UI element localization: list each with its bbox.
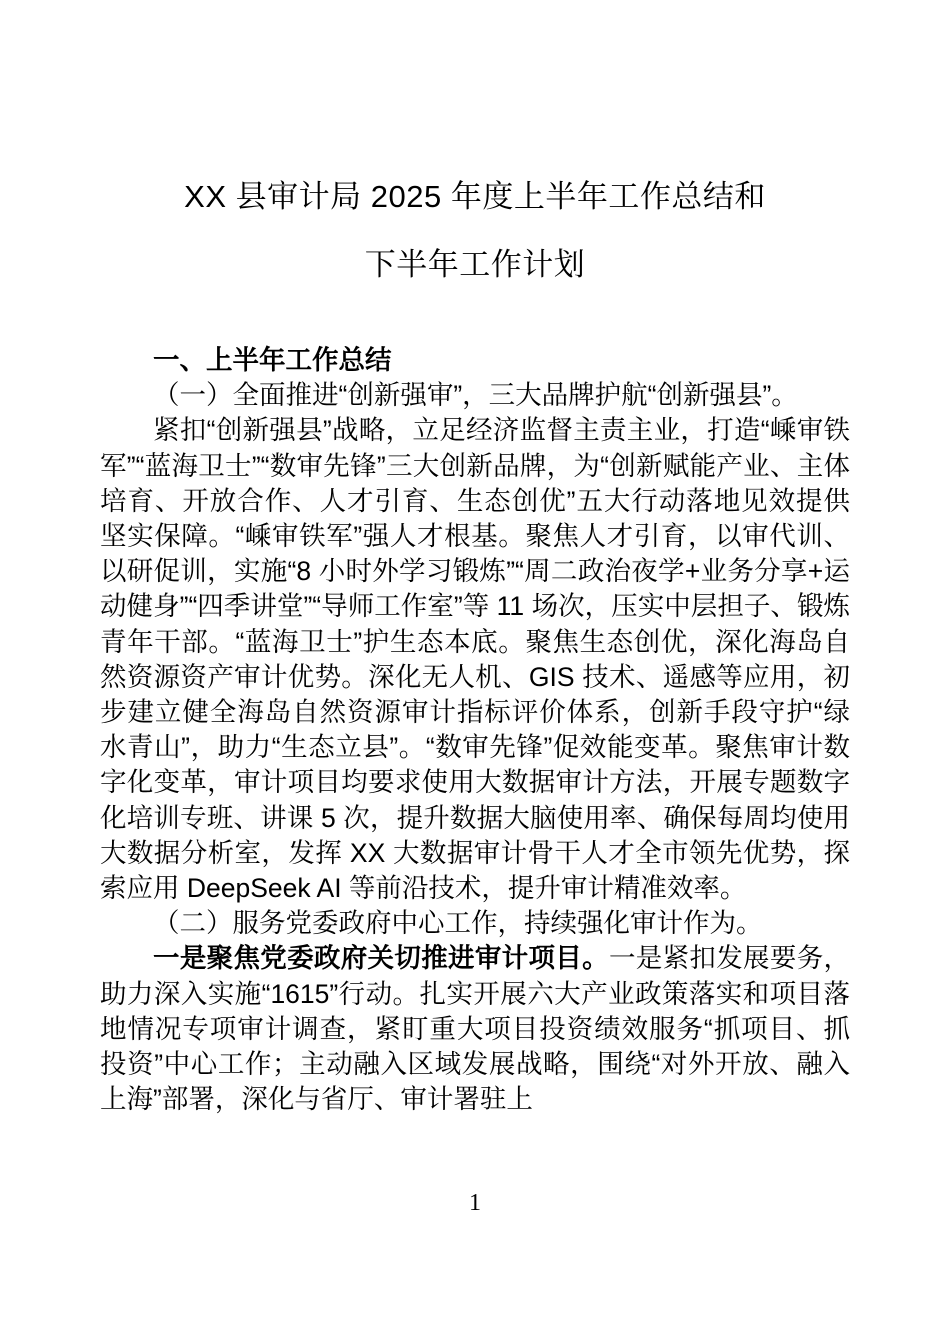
subsection-body-1-2 (100, 941, 850, 1117)
document-title-line-2: 下半年工作计划 (364, 247, 586, 282)
document-body (100, 343, 850, 1117)
page-number: 1 (469, 1190, 481, 1216)
section-heading-1: 一、上半年工作总结 (153, 345, 392, 375)
document-title (100, 0, 850, 299)
subsection-body-1-1: 紧扣“创新强县”战略，立足经济监督主责主业，打造“嵊审铁军”“蓝海卫士”“数审先锋”三大创新品牌，为“创新赋能产业、主体培育、开放合作、人才引育、生态创优”五大行动落地见效提供坚实保障。“嵊审铁军”强人才根基。聚焦人才引育，以审代训、以研促训，实施“8 小时外学习锻炼”“周二政治夜学+业务分享+运动健身”“四季讲堂”“导师工作室”等 11 场次，压实中层担子、锻炼青年干部。“蓝海卫士”护生态本底。聚焦生态创优，深化海岛自然资源资产审计优势。深化无人机、GIS 技术、遥感等应用，初步建立健全海岛自然资源审计指标评价体系，创新手段守护“绿水青山”，助力“生态立县”。“数审先锋”促效能变革。聚焦审计数字化变革，审计项目均要求使用大数据审计方法，开展专题数字化培训专班、讲课 5 次，提升数据大脑使用率、确保每周均使用大数据分析室，发挥 XX 大数据审计骨干人才全市领先优势，探索应用 DeepSeek AI 等前沿技术，提升审计精准效率。 (100, 415, 850, 904)
subsection-heading-1-2: （二）服务党委政府中心工作，持续强化审计作为。 (153, 908, 763, 939)
document-title-line-1: XX 县审计局 2025 年度上半年工作总结和 (184, 179, 766, 214)
bold-lead-run: 一是聚焦党委政府关切推进审计项目。 (153, 943, 609, 974)
subsection-heading-1-1: （一）全面推进“创新强审”，三大品牌护航“创新强县”。 (153, 380, 798, 411)
body-run: 一是紧扣发展要务，助力深入实施“1615”行动。扎实开展六大产业政策落实和项目落地情况专项审计调查，紧盯重大项目投资绩效服务“抓项目、抓投资”中心工作；主动融入区域发展战略，围绕“对外开放、融入上海”部署，深化与省厅、审计署驻上 (100, 943, 851, 1115)
page-content (100, 0, 850, 1117)
